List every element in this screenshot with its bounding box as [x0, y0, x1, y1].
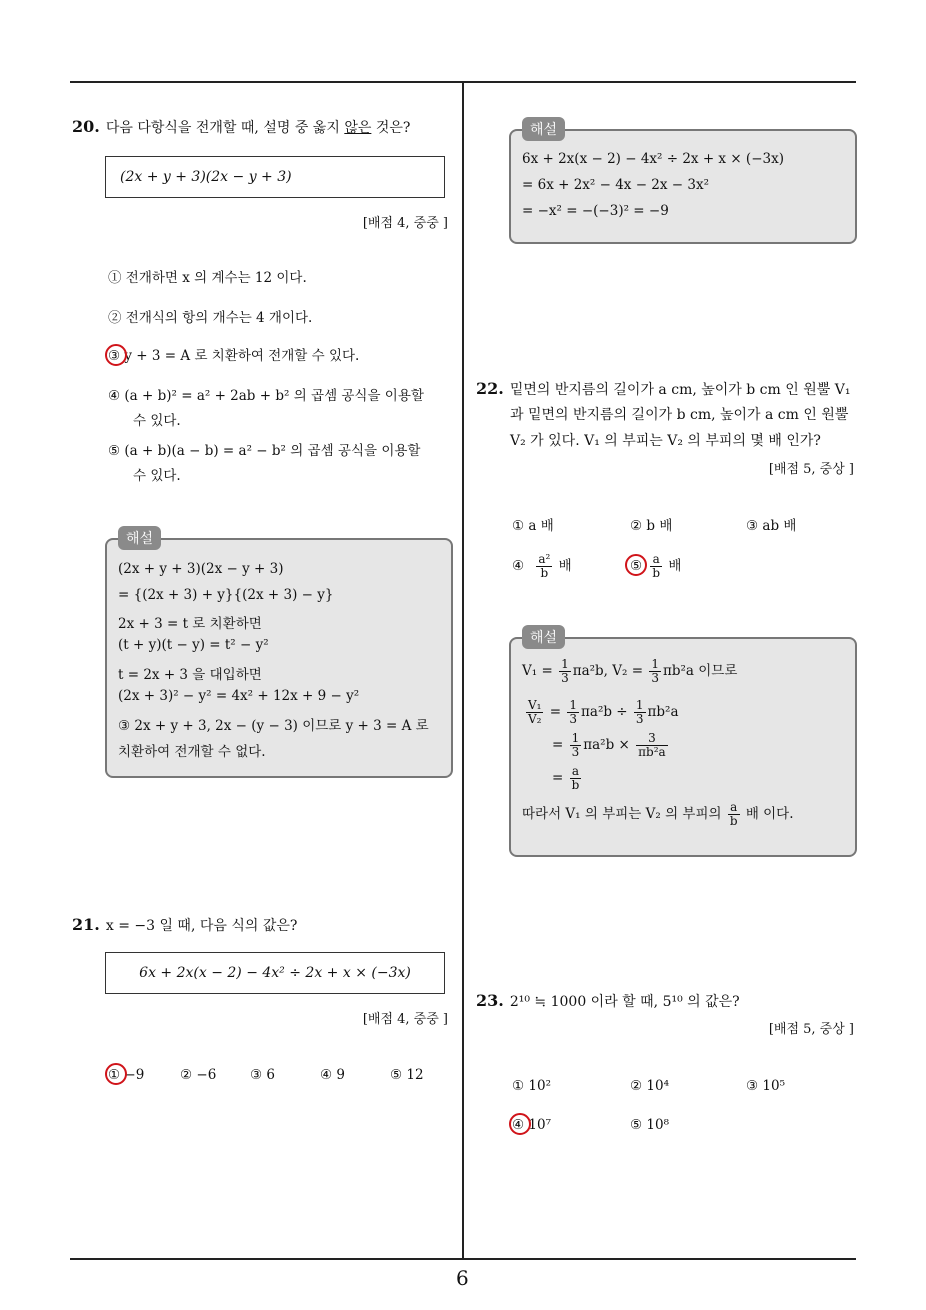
- q20-sol-line-4: (t + y)(t − y) = t² − y²: [118, 637, 269, 653]
- q22-sol-l1-a: V₁ =: [522, 663, 553, 679]
- q22-sol-l1-f2-num: 1: [651, 657, 659, 671]
- q22-score: [배점 5, 중상 ]: [768, 462, 854, 477]
- q22-sol-l1-f2-den: 3: [651, 671, 659, 685]
- q22-choice-4-marker: ④: [512, 558, 525, 574]
- q20-answer-mark: [105, 344, 127, 366]
- q22-sol-l1-f1-num: 1: [561, 657, 569, 671]
- q22-choice-3[interactable]: ③ ab 배: [746, 518, 797, 534]
- q20-choice-3[interactable]: ③ y + 3 = A 로 치환하여 전개할 수 있다.: [108, 348, 360, 364]
- q22-sol-l2-f1-num: 1: [569, 698, 578, 712]
- q20-choice-5[interactable]: ⑤ (a + b)(a − b) = a² − b² 의 곱셈 공식을 이용할: [108, 443, 421, 459]
- q22-sol-l3-f2-den: πb²a: [638, 745, 666, 759]
- q22-choice-4-fraction: [536, 553, 552, 580]
- q22-prompt-line-3: V₂ 가 있다. V₁ 의 부피는 V₂ 의 부피의 몇 배 인가?: [510, 433, 821, 449]
- q22-sol-line-3: [552, 732, 670, 759]
- q22-sol-l1-b: πa²b, V₂ =: [572, 663, 644, 679]
- q22-choice-5-marker: ⑤: [630, 558, 643, 574]
- q22-prompt-line-2: 과 밑면의 반지름의 길이가 b cm, 높이가 a cm 인 원뿔: [510, 407, 849, 423]
- q22-sol-l2-f2-den: 3: [635, 712, 644, 726]
- q22-sol-l5-a: 따라서 V₁ 의 부피는 V₂ 의 부피의: [522, 806, 722, 822]
- q20-sol-line-8: 치환하여 전개할 수 없다.: [118, 744, 266, 760]
- q20-choice-4[interactable]: ④ (a + b)² = a² + 2ab + b² 의 곱셈 공식을 이용할: [108, 388, 424, 404]
- q20-prompt-underlined: 않은: [344, 120, 372, 136]
- q22-choice-5-unit: 배: [668, 558, 682, 574]
- q20-solution-tag: 해설: [118, 526, 161, 550]
- q20-number: 20.: [72, 117, 100, 136]
- column-divider: [462, 81, 464, 1259]
- q22-choice-5-den: b: [652, 566, 661, 580]
- q21-solution-tag: 해설: [522, 117, 565, 141]
- q22-sol-line-5: [522, 801, 794, 828]
- q20-title: [72, 117, 410, 138]
- q22-sol-l2-lhs-num: V₁: [528, 698, 542, 712]
- q22-sol-l2-b: πa²b ÷: [581, 704, 628, 720]
- q20-sol-line-1: (2x + y + 3)(2x − y + 3): [118, 561, 284, 577]
- q22-sol-l2-lhs-den: V₂: [528, 712, 542, 726]
- q21-title: [72, 915, 297, 936]
- q20-prompt-b: 것은?: [371, 120, 411, 136]
- q22-sol-l4-frac: [570, 765, 582, 792]
- q21-choice-5[interactable]: ⑤ 12: [390, 1067, 424, 1083]
- q22-sol-line-1: [522, 658, 737, 685]
- q22-choice-2[interactable]: ② b 배: [630, 518, 673, 534]
- q22-sol-l1-frac-2: [649, 658, 661, 685]
- q23-number: 23.: [476, 991, 504, 1010]
- q21-sol-line-2: = 6x + 2x² − 4x − 2x − 3x²: [522, 177, 710, 193]
- q22-sol-line-2: [524, 699, 679, 726]
- q21-choice-4[interactable]: ④ 9: [320, 1067, 345, 1083]
- q20-choice-2[interactable]: ② 전개식의 항의 개수는 4 개이다.: [108, 310, 313, 326]
- q20-sol-line-2: = {(2x + 3) + y}{(2x + 3) − y}: [118, 587, 334, 603]
- q23-choice-1[interactable]: ① 10²: [512, 1078, 551, 1094]
- q23-answer-mark: [509, 1113, 531, 1135]
- q22-sol-l4-den: b: [571, 778, 580, 792]
- q22-title: [476, 379, 850, 400]
- bottom-rule: [70, 1258, 856, 1260]
- q23-choice-4[interactable]: ④ 10⁷: [512, 1117, 551, 1133]
- q20-choice-5-cont: 수 있다.: [133, 468, 181, 484]
- q22-sol-l2-c: πb²a: [647, 704, 679, 720]
- q21-score: [배점 4, 중중 ]: [362, 1012, 448, 1027]
- q22-sol-l2-frac-2: [634, 699, 646, 726]
- q21-choice-2[interactable]: ② −6: [180, 1067, 217, 1083]
- q23-choice-5[interactable]: ⑤ 10⁸: [630, 1117, 669, 1133]
- q22-choice-4-den: b: [540, 566, 549, 580]
- q20-prompt-a: 다음 다항식을 전개할 때, 설명 중 옳지: [105, 120, 345, 136]
- q21-number: 21.: [72, 915, 100, 934]
- q22-choice-4[interactable]: [512, 544, 572, 588]
- q22-sol-l5-b: 배 이다.: [745, 806, 794, 822]
- q20-sol-line-7: ③ 2x + y + 3, 2x − (y − 3) 이므로 y + 3 = A 로: [118, 718, 429, 734]
- q22-sol-l2-eq: =: [549, 704, 562, 720]
- q20-sol-line-5: t = 2x + 3 을 대입하면: [118, 667, 262, 683]
- q21-sol-line-3: = −x² = −(−3)² = −9: [522, 203, 669, 219]
- q21-answer-mark: [105, 1063, 127, 1085]
- q22-choice-5-num: a: [650, 553, 662, 567]
- q21-formula: 6x + 2x(x − 2) − 4x² ÷ 2x + x × (−3x): [139, 965, 411, 981]
- q22-sol-l2-f2-num: 1: [635, 698, 644, 712]
- q22-choice-4-unit: 배: [558, 558, 572, 574]
- q22-number: 22.: [476, 379, 504, 398]
- q21-formula-box: [105, 952, 445, 994]
- q23-score: [배점 5, 중상 ]: [768, 1022, 854, 1037]
- q21-choice-1[interactable]: ① −9: [108, 1067, 145, 1083]
- q20-sol-line-3: 2x + 3 = t 로 치환하면: [118, 616, 262, 632]
- q20-formula-box: [105, 156, 445, 198]
- q23-choice-2[interactable]: ② 10⁴: [630, 1078, 669, 1094]
- page-number: 6: [456, 1266, 469, 1290]
- q22-sol-l2-f1-den: 3: [569, 712, 578, 726]
- q22-sol-l3-frac-2: [636, 732, 668, 759]
- q22-prompt-line-1: 밑면의 반지름의 길이가 a cm, 높이가 b cm 인 원뿔 V₁: [509, 382, 851, 398]
- q21-sol-line-1: 6x + 2x(x − 2) − 4x² ÷ 2x + x × (−3x): [522, 151, 784, 167]
- q22-sol-l3-f1-den: 3: [571, 745, 580, 759]
- q22-sol-l2-frac-1: [567, 699, 579, 726]
- q22-sol-l1-frac-1: [559, 658, 571, 685]
- q22-solution-tag: 해설: [522, 625, 565, 649]
- q22-sol-l5-den: b: [729, 814, 738, 828]
- q22-sol-l3-f1-num: 1: [571, 731, 580, 745]
- q22-sol-l4-eq: =: [552, 770, 564, 786]
- q22-sol-l1-f1-den: 3: [561, 671, 569, 685]
- q22-sol-l2-lhs: [526, 699, 543, 726]
- q22-sol-l3-f2-num: 3: [636, 732, 668, 746]
- q20-formula: (2x + y + 3)(2x − y + 3): [120, 169, 292, 185]
- q20-choice-1[interactable]: ① 전개하면 x 의 계수는 12 이다.: [108, 270, 307, 286]
- q22-sol-line-4: [552, 765, 583, 792]
- q22-sol-l4-num: a: [570, 765, 582, 779]
- q22-choice-5-fraction: [650, 553, 662, 580]
- q20-score: [배점 4, 중중 ]: [362, 216, 448, 231]
- q22-answer-mark: [625, 554, 647, 576]
- q22-sol-l1-c: πb²a 이므로: [662, 663, 738, 679]
- q22-choice-1[interactable]: ① a 배: [512, 518, 554, 534]
- q21-prompt: x = −3 일 때, 다음 식의 값은?: [105, 918, 298, 934]
- q23-prompt: 2¹⁰ ≒ 1000 이라 할 때, 5¹⁰ 의 값은?: [509, 994, 740, 1010]
- q22-sol-l3-b: πa²b ×: [583, 737, 630, 753]
- q20-sol-line-6: (2x + 3)² − y² = 4x² + 12x + 9 − y²: [118, 688, 360, 704]
- q21-choice-3[interactable]: ③ 6: [250, 1067, 275, 1083]
- q23-title: [476, 991, 740, 1012]
- q22-sol-l5-frac: [728, 801, 740, 828]
- q20-choice-4-cont: 수 있다.: [133, 413, 181, 429]
- q23-choice-3[interactable]: ③ 10⁵: [746, 1078, 785, 1094]
- q22-sol-l3-eq: =: [552, 737, 564, 753]
- q22-sol-l5-num: a: [728, 801, 740, 815]
- q22-sol-l3-frac-1: [570, 732, 582, 759]
- q22-choice-4-num: a²: [538, 552, 551, 566]
